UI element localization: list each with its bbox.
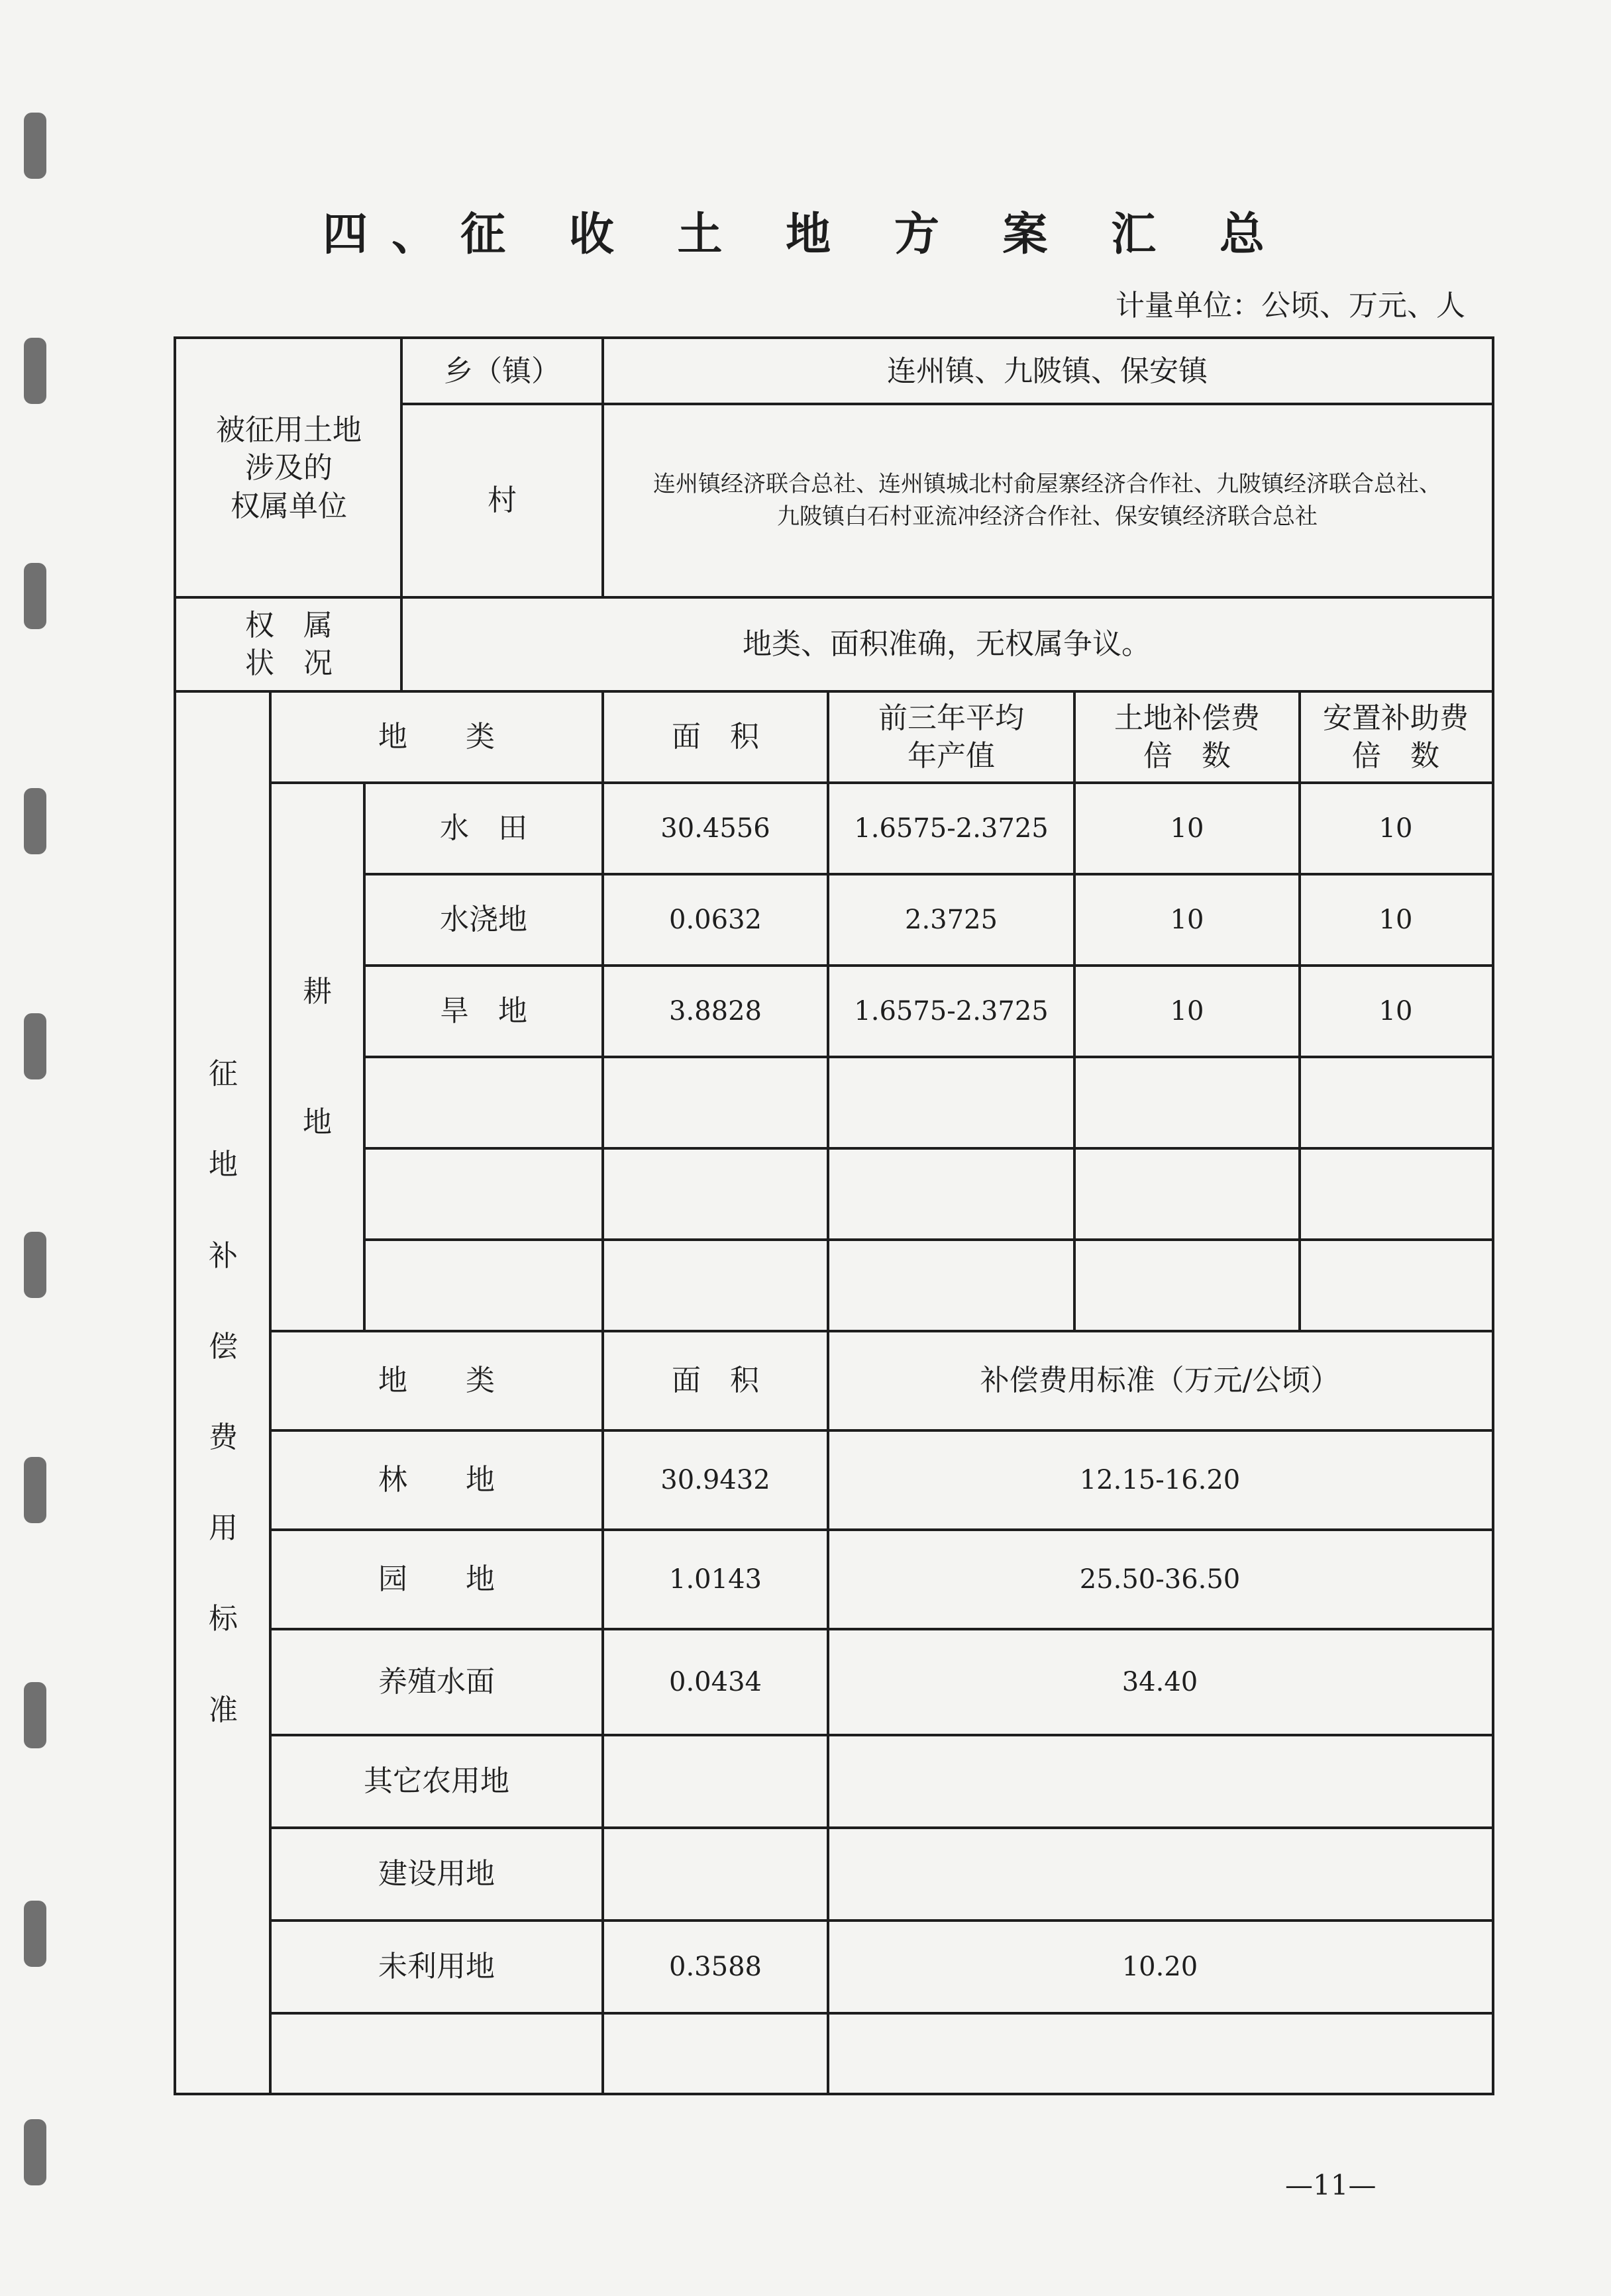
binding-hole: [24, 1682, 46, 1748]
page-number: —11—: [1285, 2169, 1377, 2201]
other-row-area: [603, 1828, 828, 1921]
grid-line: [364, 1147, 1492, 1150]
status-label-line: 权 属: [245, 608, 333, 642]
other-row-standard: 25.50-36.50: [1079, 1564, 1241, 1595]
other-row-area: [603, 1735, 828, 1828]
header2-standard: 补偿费用标准（万元/公顷）: [980, 1364, 1340, 1398]
township-label: 乡（镇）: [444, 354, 560, 389]
grid-line: [270, 2012, 1492, 2015]
village-value: [603, 404, 1492, 597]
other-row-type: 林 地: [378, 1463, 495, 1497]
grid-line: [601, 339, 604, 597]
header2-land-type: 地 类: [378, 1364, 495, 1398]
row-area: 3.8828: [669, 996, 762, 1026]
other-row-area: 30.9432: [660, 1465, 770, 1495]
header-land-multiple: 土地补偿费 倍 数: [1114, 701, 1260, 773]
ownership-status-label: [176, 597, 401, 691]
row-resettle-multiple: 10: [1378, 905, 1413, 935]
cultivated-land-label: [270, 783, 364, 1331]
section-char: 标: [209, 1602, 238, 1636]
page-title: 四、征 收 土 地 方 案 汇 总: [323, 208, 1288, 261]
unit-note: 计量单位：公顷、万元、人: [1116, 289, 1465, 323]
grid-line: [601, 691, 604, 2093]
section-char: 用: [209, 1511, 238, 1546]
header-area: 面 积: [672, 720, 759, 754]
cultivated-char: 地: [303, 1105, 332, 1139]
grid-line: [827, 691, 829, 2093]
grid-line: [400, 339, 403, 691]
grid-line: [270, 1919, 1492, 1922]
other-row-type: 未利用地: [378, 1950, 495, 1984]
other-row-standard: 12.15-16.20: [1079, 1465, 1241, 1495]
binding-holes: [24, 0, 50, 2296]
section-char: 偿: [209, 1329, 238, 1364]
section-char: 费: [209, 1421, 238, 1454]
row-resettle-multiple: 10: [1378, 813, 1413, 844]
binding-hole: [24, 1013, 46, 1079]
grid-line: [270, 781, 1492, 784]
row-avg-output: 1.6575-2.3725: [854, 996, 1049, 1026]
section-char: 准: [209, 1693, 238, 1727]
row-land-type: 水浇地: [440, 903, 527, 937]
other-row-standard: [828, 1828, 1492, 1921]
other-row-type: 园 地: [378, 1562, 495, 1597]
grid-line: [270, 1330, 1492, 1332]
other-row-standard: 34.40: [1121, 1667, 1198, 1697]
row-land-multiple: 10: [1170, 996, 1204, 1026]
binding-hole: [24, 338, 46, 404]
header2-area: 面 积: [672, 1364, 759, 1398]
compensation-section-label: [176, 691, 270, 2093]
township-value: 连州镇、九陂镇、保安镇: [887, 354, 1208, 389]
row-area: 0.0632: [669, 905, 762, 935]
grid-line: [269, 691, 272, 2093]
row-land-type: 水 田: [440, 811, 527, 846]
row-avg-output: 2.3725: [905, 905, 998, 935]
grid-line: [1298, 691, 1301, 1331]
grid-line: [364, 964, 1492, 967]
row-avg-output: 1.6575-2.3725: [854, 813, 1049, 844]
header-avg-output: 前三年平均 年产值: [878, 701, 1024, 773]
village-value-line: 连州镇经济联合总社、连州镇城北村俞屋寨经济合作社、九陂镇经济联合总社、: [653, 470, 1441, 497]
row-land-multiple: 10: [1170, 813, 1204, 844]
binding-hole: [24, 2119, 46, 2185]
grid-line: [270, 1628, 1492, 1630]
section-char: 地: [209, 1148, 238, 1182]
grid-line: [364, 1238, 1492, 1241]
status-label-line: 状 况: [245, 646, 333, 680]
grid-line: [364, 1056, 1492, 1058]
binding-hole: [24, 1457, 46, 1523]
ownership-section-label: 被征用土地 涉及的 权属单位: [216, 413, 362, 523]
ownership-status-value: 地类、面积准确，无权属争议。: [743, 627, 1151, 662]
section-char: 征: [209, 1057, 238, 1091]
row-resettle-multiple: 10: [1378, 996, 1413, 1026]
row-land-multiple: 10: [1170, 905, 1204, 935]
land-table: [174, 336, 1494, 2095]
village-value-line: 九陂镇白石村亚流冲经济合作社、保安镇经济联合总社: [777, 503, 1318, 530]
other-row-standard: [828, 1735, 1492, 1828]
grid-line: [364, 873, 1492, 875]
section-char: 补: [209, 1238, 238, 1273]
other-row-area: 0.3588: [669, 1952, 762, 1982]
grid-line: [176, 690, 1492, 693]
row-land-type: 旱 地: [440, 994, 527, 1028]
grid-line: [401, 403, 1492, 405]
other-row-area: 1.0143: [669, 1564, 762, 1595]
row-area: 30.4556: [660, 813, 770, 844]
grid-line: [1073, 691, 1076, 1331]
other-row-type: 建设用地: [378, 1857, 495, 1891]
other-row-standard: 10.20: [1121, 1952, 1198, 1982]
grid-line: [270, 1734, 1492, 1736]
village-label: 村: [488, 483, 517, 518]
binding-hole: [24, 788, 46, 854]
grid-line: [270, 1429, 1492, 1432]
cultivated-char: 耕: [303, 974, 332, 1009]
grid-line: [176, 596, 1492, 599]
binding-hole: [24, 113, 46, 179]
binding-hole: [24, 563, 46, 629]
other-row-type: 其它农用地: [364, 1764, 509, 1799]
binding-hole: [24, 1901, 46, 1967]
other-row-area: 0.0434: [669, 1667, 762, 1697]
header-land-type: 地 类: [378, 720, 495, 754]
grid-line: [270, 1826, 1492, 1829]
other-row-type: 养殖水面: [378, 1665, 495, 1699]
binding-hole: [24, 1232, 46, 1298]
header-resettle-multiple: 安置补助费 倍 数: [1323, 701, 1469, 773]
grid-line: [270, 1528, 1492, 1531]
